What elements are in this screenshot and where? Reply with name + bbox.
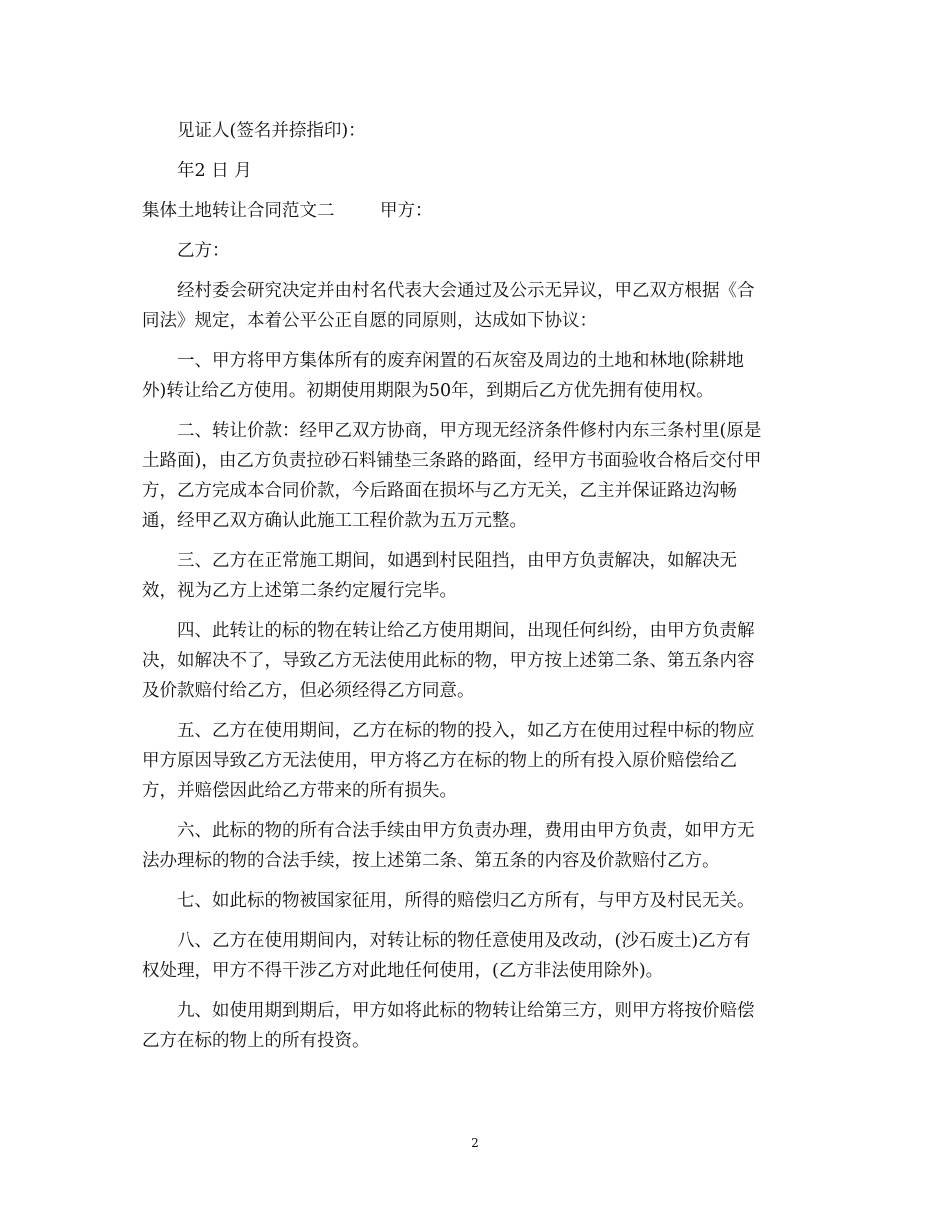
paragraph-line: 土路面)，由乙方负责拉砂石料铺垫三条路的路面，经甲方书面验收合格后交付甲 [142, 451, 762, 471]
clause-paragraph [142, 346, 810, 406]
paragraph-line: 方，乙方完成本合同价款，今后路面在损坏与乙方无关，乙主并保证路边沟畅 [142, 481, 737, 501]
paragraph-line: 经村委会研究决定并由村名代表大会通过及公示无异议，甲乙双方根据《合 [177, 281, 755, 301]
clause-paragraph [142, 926, 810, 986]
page-number: 2 [471, 1136, 479, 1150]
paragraph-line: 甲方原因导致乙方无法使用，甲方将乙方在标的物上的所有投入原价赔偿给乙 [142, 751, 737, 771]
paragraph-line: 三、乙方在正常施工期间，如遇到村民阻挡，由甲方负责解决，如解决无 [177, 551, 737, 571]
clause-paragraph [142, 996, 810, 1056]
paragraph-line: 八、乙方在使用期间内，对转让标的物任意使用及改动，(沙石废土)乙方有 [177, 931, 751, 951]
paragraph-line: 乙方在标的物上的所有投资。 [142, 1031, 370, 1051]
paragraph-line: 通，经甲乙双方确认此施工工程价款为五万元整。 [142, 511, 527, 531]
witness-line: 见证人(签名并捺指印)： [177, 121, 366, 141]
contract-title: 集体土地转让合同范文二 [142, 201, 335, 221]
clause-paragraph [142, 816, 810, 876]
paragraph-line: 权处理，甲方不得干涉乙方对此地任何使用，(乙方非法使用除外)。 [142, 961, 664, 981]
paragraph-line: 七、如此标的物被国家征用，所得的赔偿归乙方所有，与甲方及村民无关。 [177, 891, 755, 911]
paragraph-line: 决，如解决不了，导致乙方无法使用此标的物，甲方按上述第二条、第五条内容 [142, 651, 755, 671]
paragraph-line: 外)转让给乙方使用。初期使用期限为50年，到期后乙方优先拥有使用权。 [142, 381, 714, 401]
document-body [142, 116, 810, 1056]
paragraph-line: 四、此转让的标的物在转让给乙方使用期间，出现任何纠纷，由甲方负责解 [177, 621, 755, 641]
paragraph-line: 同法》规定，本着公平公正自愿的同原则，达成如下协议： [142, 311, 597, 331]
paragraph-line: 二、转让价款：经甲乙双方协商，甲方现无经济条件修村内东三条村里(原是 [177, 421, 762, 441]
paragraph-line: 及价款赔付给乙方，但必须经得乙方同意。 [142, 681, 475, 701]
paragraph-line: 方，并赔偿因此给乙方带来的所有损失。 [142, 781, 457, 801]
party-a-label: 甲方： [380, 201, 433, 221]
clause-paragraph [142, 886, 810, 916]
paragraph-line: 九、如使用期到期后，甲方如将此标的物转让给第三方，则甲方将按价赔偿 [177, 1001, 755, 1021]
clause-paragraph [142, 416, 810, 536]
clause-paragraph [142, 276, 810, 336]
clause-paragraph [142, 616, 810, 706]
clause-paragraph [142, 716, 810, 806]
paragraph-line: 五、乙方在使用期间，乙方在标的物的投入，如乙方在使用过程中标的物应 [177, 721, 755, 741]
contract-clauses [142, 276, 810, 1056]
clause-paragraph [142, 546, 810, 606]
title-row [142, 196, 810, 226]
paragraph-line: 六、此标的物的所有合法手续由甲方负责办理，费用由甲方负责，如甲方无 [177, 821, 755, 841]
paragraph-line: 效，视为乙方上述第二条约定履行完毕。 [142, 581, 457, 601]
party-b-label: 乙方： [177, 241, 230, 261]
paragraph-line: 法办理标的物的合法手续，按上述第二条、第五条的内容及价款赔付乙方。 [142, 851, 720, 871]
paragraph-line: 一、甲方将甲方集体所有的废弃闲置的石灰窑及周边的土地和林地(除耕地 [177, 351, 744, 371]
date-line: 年2 日 月 [177, 161, 252, 181]
